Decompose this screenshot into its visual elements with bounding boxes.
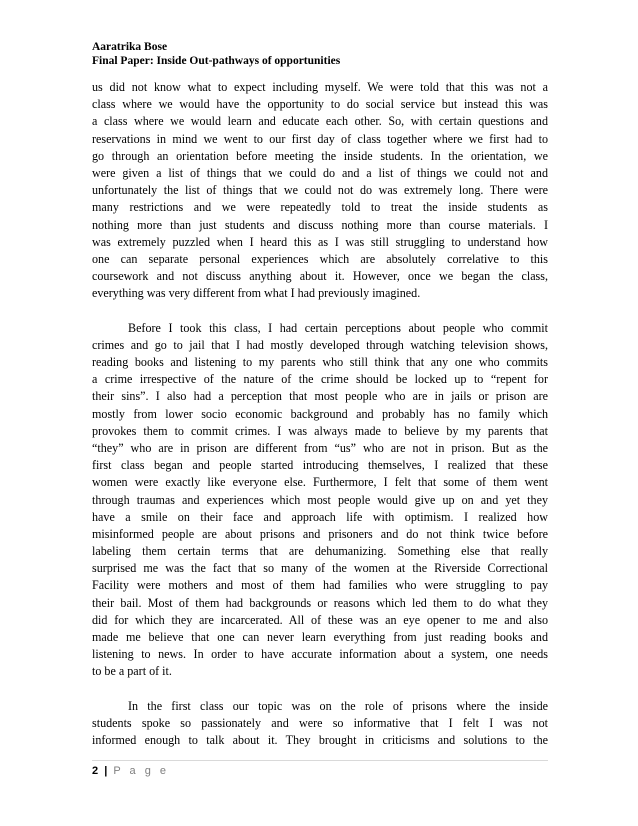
text-line: have a smile on their face and approach life with optimism. I realized how [92,509,548,524]
text-line: through traumas and experiences which most people would give up on and yet they [92,492,548,507]
text-line: unfortunately the list of things that we could not do was extremely long. There were [92,183,548,198]
text-line: students spoke so passionately and were so informative that I felt I was not [92,715,548,730]
paragraph [92,698,548,750]
text-line: was extremely puzzled when I heard this as I was still struggling to understand how [92,234,548,249]
text-line: made me believe that one can never learn everything from just reading books and [92,630,548,644]
page-footer [92,764,169,778]
text-line: class where we would have the opportunity to do social service but instead this was [92,97,548,112]
text-line: did for which they are incarcerated. All of these was an eye opener to me and also [92,612,548,627]
footer-divider [92,760,548,761]
paper-title: Final Paper: Inside Out-pathways of opportunities [92,55,341,67]
text-line: a crime irrespective of the nature of the crime should be locked up to “repent for [92,372,548,387]
paragraph [92,79,548,302]
text-line: were given a list of things that we could do and a list of things we could not and [92,165,548,180]
text-line: everything was very different from what I had previously imagined. [92,286,421,301]
page-number: 2 [92,765,99,777]
text-line: Facility were mothers and most of them had families who were struggling to pay [92,578,548,593]
text-line: coursework and not discuss anything about it. However, once we began the class, [92,269,548,284]
text-line: one can separate personal experiences which are absolutely correlative to this [92,251,548,266]
text-line: Before I took this class, I had certain perceptions about people who commit [128,320,548,335]
text-line: their sins”. I also had a perception that most people who are in jails or prison are [92,389,548,404]
paragraph [92,320,548,681]
text-line: mostly from lower socio economic background and probably has no family which [92,406,548,421]
text-line: surprised me was the fact that so many of the women at the Riverside Correctional [92,561,548,576]
text-line: women were exactly like everyone else. Furthermore, I felt that some of them went [92,475,548,490]
text-line: provokes them to commit crimes. I was always made to believe by my parents that [92,423,548,438]
text-line: to be a part of it. [92,664,172,679]
text-line: reading books and listening to my parents who still think that any one who commits [92,355,548,369]
page-header [92,40,340,68]
text-line: us did not know what to expect including myself. We were told that this was not a [92,80,548,94]
text-line: many restrictions and we were repeatedly told to treat the inside students as [92,200,548,215]
text-line: reservations in mind we went to our first day of class together where we first had to [92,131,548,146]
footer-separator: | [104,765,108,777]
text-line: crimes and go to jail that I had mostly developed through watching television shows, [92,337,548,352]
text-line: informed enough to talk about it. They brought in criticisms and solutions to the [92,733,548,748]
text-line: listening to news. In order to have accurate information about a system, one needs [92,647,548,662]
text-line: a class where we would learn and educate each other. So, with certain questions and [92,114,548,129]
text-line: “they” who are in prison are different from “us” who are not in prison. But as the [92,440,548,455]
text-line: In the first class our topic was on the role of prisons where the inside [128,698,548,713]
document-body [92,79,548,749]
author-name: Aaratrika Bose [92,41,168,53]
paragraph-gap [92,302,548,319]
text-line: misinformed people are about prisons and prisoners and do not think twice before [92,526,548,541]
text-line: go through an orientation before meeting the inside students. In the orientation, we [92,148,548,163]
text-line: labeling them certain terms that are dehumanizing. Something else that really [92,544,548,559]
text-line: nothing more than just students and discuss nothing more than course materials. I [92,217,548,232]
page-label: P a g e [113,765,169,777]
text-line: first class began and people started introducing themselves, I realized that these [92,458,548,473]
text-line: their bail. Most of them had backgrounds or reasons which led them to do what they [92,595,548,610]
paragraph-gap [92,681,548,698]
